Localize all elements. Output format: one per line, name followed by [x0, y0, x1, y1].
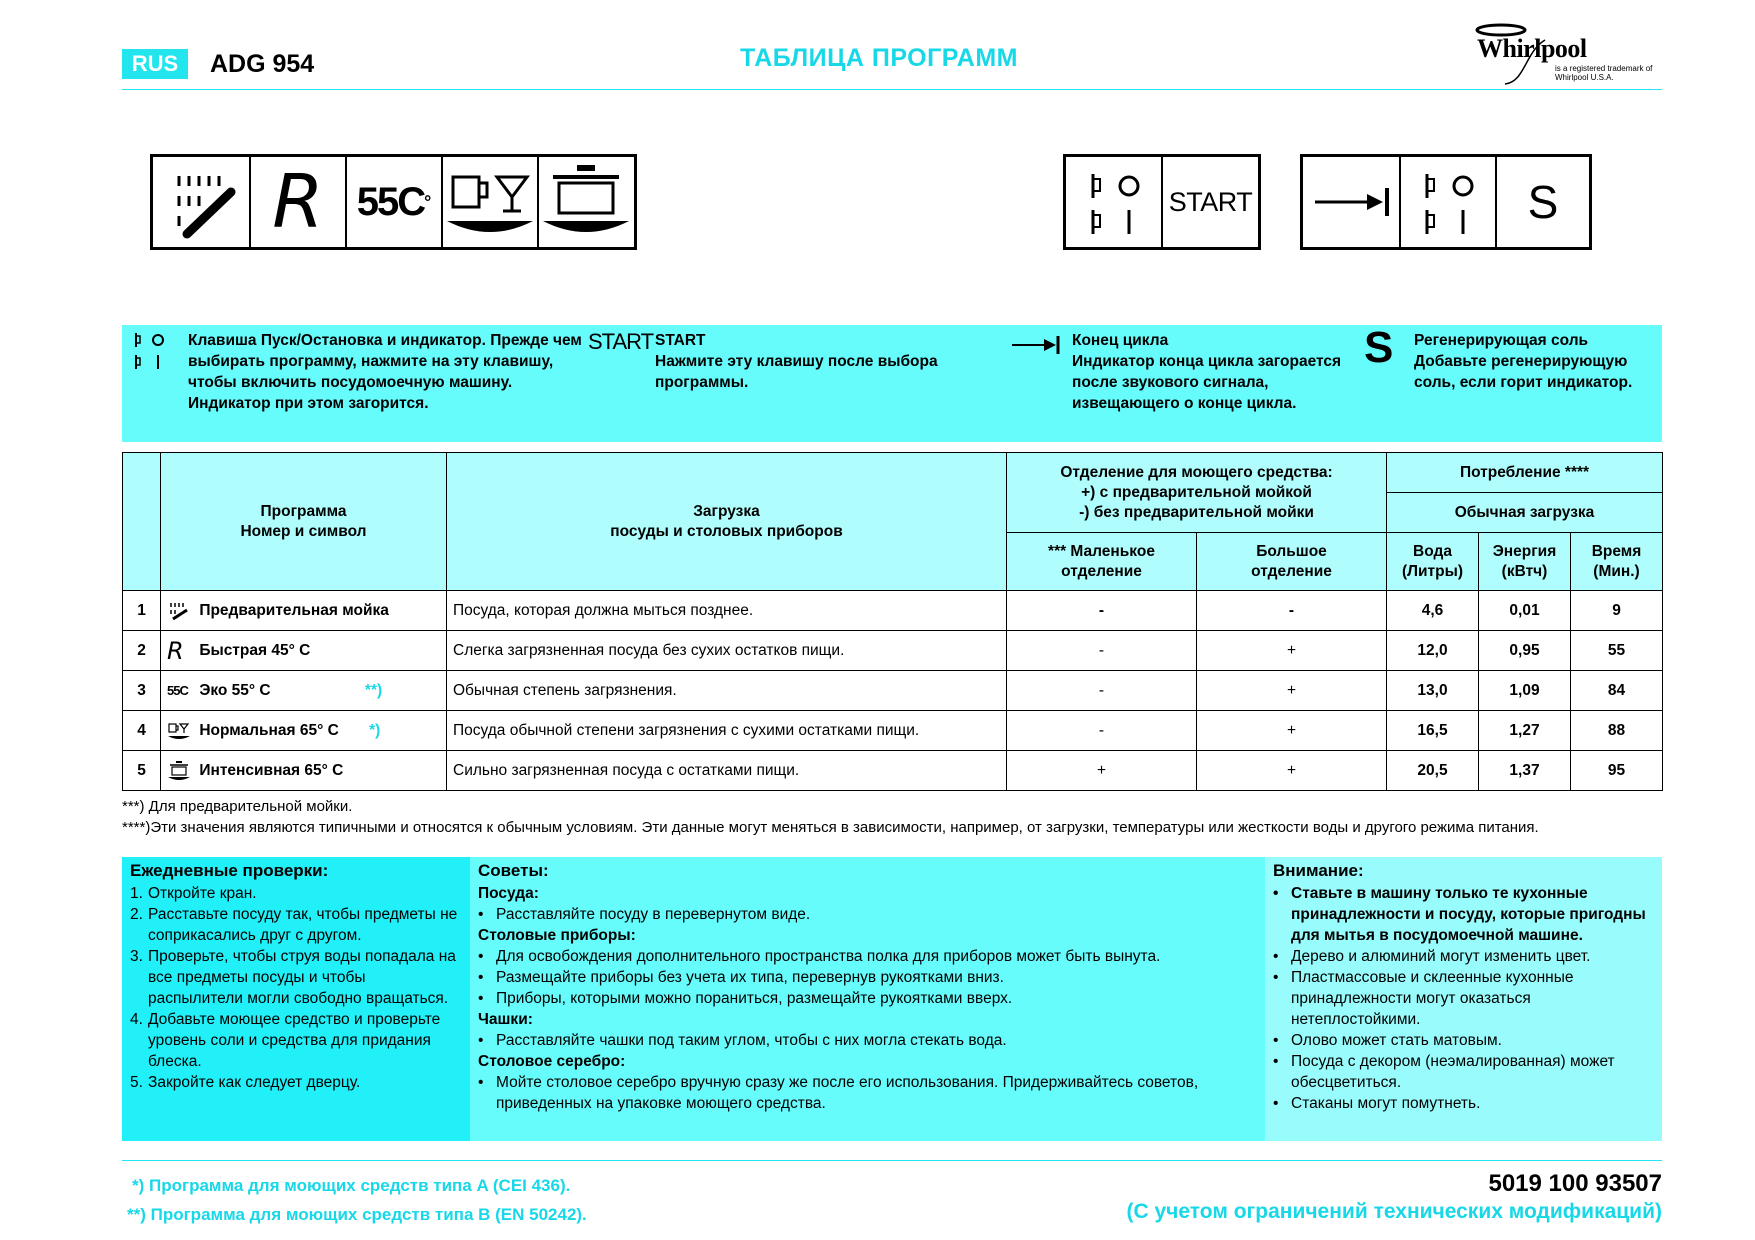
- prewash-symbol: [153, 157, 249, 247]
- language-badge: RUS: [122, 49, 188, 79]
- footnote-consumption: ****)Эти значения являются типичными и относятся к обычным условиям. Эти данные могут меняться в зависимости, например, от загрузки, температуры или жесткости воды и другого режима питания.: [122, 819, 1539, 836]
- programme-buttons-panel: [150, 154, 637, 250]
- header-normal-load: Обычная загрузка: [1387, 493, 1663, 533]
- brand-note: is a registered trademark of Whirlpool U.S.A.: [1555, 64, 1653, 82]
- salt-label: S: [1527, 176, 1559, 228]
- daily-checks-title: Ежедневные проверки:: [130, 861, 329, 880]
- row-load: Слегка загрязненная посуда без сухих остатков пищи.: [447, 631, 1007, 671]
- page-title: ТАБЛИЦА ПРОГРАММ: [740, 44, 1018, 72]
- rapid-symbol: [249, 157, 345, 247]
- salt-symbol: [1495, 157, 1589, 247]
- onoff-icon: [1413, 162, 1483, 242]
- tips-box: [470, 857, 1265, 1141]
- end-cycle-description: Индикатор конца цикла загорается после звукового сигнала, извещающего о конце цикла.: [1072, 353, 1342, 412]
- tips-title: Советы:: [478, 861, 549, 880]
- list-item: • Посуда с декором (неэмалированная) может обесцветиться.: [1273, 1053, 1615, 1091]
- row-water: 13,0: [1387, 671, 1479, 711]
- list-item: • Пластмассовые и склеенные кухонные принадлежности могут оказаться нетеплостойкими.: [1273, 969, 1574, 1028]
- row-small-compartment: +: [1007, 751, 1197, 791]
- row-water: 16,5: [1387, 711, 1479, 751]
- row-load: Посуда, которая должна мыться позднее.: [447, 591, 1007, 631]
- list-item: • Расставляйте чашки под таким углом, чтобы с них могла стекать вода.: [478, 1032, 1007, 1049]
- controls-legend: [122, 325, 1662, 442]
- warning-list: [1273, 883, 1654, 1114]
- row-load: Посуда обычной степени загрязнения с сухими остатками пищи.: [447, 711, 1007, 751]
- header-consumption: Потребление ****: [1387, 453, 1663, 493]
- eco-icon: 55C: [167, 682, 188, 698]
- salt-description: Добавьте регенерирующую соль, если горит индикатор.: [1414, 353, 1633, 391]
- table-row: [123, 591, 1663, 631]
- list-item: • Ставьте в машину только те кухонные принадлежности и посуду, которые пригодны для мытья в посудомоечной машине.: [1273, 885, 1646, 944]
- rapid-icon: R: [272, 159, 324, 245]
- modification-note: (С учетом ограничений технических модификаций): [1126, 1200, 1662, 1223]
- pot-icon: [167, 760, 195, 782]
- list-item: 1. Откройте кран.: [130, 885, 257, 902]
- end-cycle-icon: [1010, 333, 1062, 357]
- header-divider: [122, 89, 1662, 90]
- salt-title: Регенерирующая соль: [1414, 332, 1589, 349]
- start-title: START: [655, 332, 706, 349]
- normal-symbol: [441, 157, 537, 247]
- start-label: START: [1168, 186, 1253, 217]
- row-energy: 1,09: [1479, 671, 1571, 711]
- brand-name: Whirlpool: [1477, 34, 1587, 63]
- row-small-compartment: -: [1007, 671, 1197, 711]
- cup-glass-icon: [167, 720, 195, 742]
- row-number: 3: [123, 671, 161, 711]
- tips-dishes-heading: Посуда:: [478, 885, 539, 902]
- footnote-type-b: **) Программа для моющих средств типа B (EN 50242).: [127, 1205, 587, 1224]
- row-water: 12,0: [1387, 631, 1479, 671]
- header-load: Загрузка посуды и столовых приборов: [447, 453, 1007, 591]
- start-description: Нажмите эту клавишу после выбора программы.: [655, 353, 938, 391]
- header-small-compartment: *** Маленькое отделение: [1007, 533, 1197, 591]
- header-energy: Энергия (кВтч): [1479, 533, 1571, 591]
- daily-checks-box: [122, 857, 470, 1141]
- table-row: [123, 711, 1663, 751]
- footnote-prewash: ***) Для предварительной мойки.: [122, 798, 353, 815]
- row-number: 2: [123, 631, 161, 671]
- row-programme: Предварительная мойка: [161, 591, 447, 631]
- row-time: 95: [1571, 751, 1663, 791]
- row-time: 84: [1571, 671, 1663, 711]
- onoff-symbol-2: [1399, 157, 1495, 247]
- row-small-compartment: -: [1007, 591, 1197, 631]
- list-item: 3. Проверьте, чтобы струя воды попадала на все предметы посуды и чтобы распылители могли свободно вращаться.: [130, 948, 456, 1007]
- list-item: • Дерево и алюминий могут изменить цвет.: [1273, 948, 1591, 965]
- warning-title: Внимание:: [1273, 861, 1364, 880]
- header-number: [123, 453, 161, 591]
- warning-box: [1265, 857, 1662, 1141]
- eco-symbol: 55C °: [345, 157, 441, 247]
- row-energy: 1,37: [1479, 751, 1571, 791]
- start-symbol: [1161, 157, 1258, 247]
- row-large-compartment: +: [1197, 631, 1387, 671]
- brand-logo: [1465, 22, 1665, 92]
- salt-icon: S: [1364, 323, 1394, 372]
- pot-icon: [541, 157, 631, 247]
- row-water: 4,6: [1387, 591, 1479, 631]
- tips-cups-heading: Чашки:: [478, 1011, 533, 1028]
- row-water: 20,5: [1387, 751, 1479, 791]
- onoff-icon: [1079, 162, 1149, 242]
- row-small-compartment: -: [1007, 711, 1197, 751]
- cup-glass-icon: [445, 157, 535, 247]
- row-large-compartment: +: [1197, 671, 1387, 711]
- list-item: • Расставляйте посуду в перевернутом виде.: [478, 906, 811, 923]
- list-item: 5. Закройте как следует дверцу.: [130, 1074, 361, 1091]
- list-item: • Мойте столовое серебро вручную сразу же после его использования. Придерживайтесь советов, приведенных на упаковке моющего средства.: [478, 1074, 1199, 1112]
- indicator-panel: [1300, 154, 1592, 250]
- footer-divider: [122, 1160, 1662, 1161]
- header-large-compartment: Большое отделение: [1197, 533, 1387, 591]
- row-small-compartment: -: [1007, 631, 1197, 671]
- tips-silver-heading: Столовое серебро:: [478, 1053, 626, 1070]
- list-item: 2. Расставьте посуду так, чтобы предметы не соприкасались друг с другом.: [130, 906, 458, 944]
- start-panel: [1063, 154, 1261, 250]
- prewash-icon: [167, 600, 195, 622]
- row-load: Сильно загрязненная посуда с остатками пищи.: [447, 751, 1007, 791]
- list-item: • Для освобождения дополнительного пространства полка для приборов может быть вынута.: [478, 948, 1161, 965]
- row-number: 1: [123, 591, 161, 631]
- onoff-symbol: [1066, 157, 1161, 247]
- model-number: ADG 954: [210, 50, 315, 78]
- row-programme: 55C Эко 55° C **): [161, 671, 447, 711]
- daily-checks-list: [130, 883, 462, 1093]
- rapid-icon: R: [167, 636, 184, 665]
- row-time: 55: [1571, 631, 1663, 671]
- row-energy: 1,27: [1479, 711, 1571, 751]
- onoff-description: Клавиша Пуск/Остановка и индикатор. Прежде чем выбирать программу, нажмите на эту клавишу, чтобы включить посудомоечную машину. Индикатор при этом загорится.: [188, 332, 582, 412]
- row-energy: 0,01: [1479, 591, 1571, 631]
- note-marker: *): [369, 721, 381, 739]
- end-cycle-symbol: [1303, 157, 1399, 247]
- row-large-compartment: +: [1197, 751, 1387, 791]
- row-load: Обычная степень загрязнения.: [447, 671, 1007, 711]
- part-number: 5019 100 93507: [1488, 1170, 1662, 1197]
- row-programme: Интенсивная 65° C: [161, 751, 447, 791]
- table-row: [123, 631, 1663, 671]
- table-row: [123, 671, 1663, 711]
- footnote-type-a: *) Программа для моющих средств типа A (CEI 436).: [132, 1176, 571, 1195]
- eco-icon: 55C: [356, 179, 425, 224]
- prewash-icon: [161, 162, 241, 242]
- list-item: 4. Добавьте моющее средство и проверьте уровень соли и средства для придания блеска.: [130, 1011, 441, 1070]
- header-time: Время (Мин.): [1571, 533, 1663, 591]
- start-icon: START: [588, 329, 654, 354]
- header-programme: Программа Номер и символ: [161, 453, 447, 591]
- onoff-icon: [132, 329, 168, 373]
- row-programme: Нормальная 65° C *): [161, 711, 447, 751]
- tips-cutlery-heading: Столовые приборы:: [478, 927, 636, 944]
- programme-table: [122, 452, 1663, 791]
- row-large-compartment: +: [1197, 711, 1387, 751]
- list-item: • Олово может стать матовым.: [1273, 1032, 1502, 1049]
- row-time: 88: [1571, 711, 1663, 751]
- header-detergent: Отделение для моющего средства: +) с предварительной мойкой -) без предварительной мойки: [1007, 453, 1387, 533]
- row-large-compartment: -: [1197, 591, 1387, 631]
- end-cycle-title: Конец цикла: [1072, 332, 1169, 349]
- list-item: • Приборы, которыми можно пораниться, размещайте рукоятками вверх.: [478, 990, 1013, 1007]
- row-energy: 0,95: [1479, 631, 1571, 671]
- end-cycle-icon: [1303, 182, 1399, 222]
- intensive-symbol: [537, 157, 632, 247]
- row-time: 9: [1571, 591, 1663, 631]
- table-row: [123, 751, 1663, 791]
- list-item: • Размещайте приборы без учета их типа, перевернув рукоятками вниз.: [478, 969, 1004, 986]
- row-number: 4: [123, 711, 161, 751]
- header-water: Вода (Литры): [1387, 533, 1479, 591]
- row-programme: R Быстрая 45° C: [161, 631, 447, 671]
- note-marker: **): [364, 681, 383, 699]
- list-item: • Стаканы могут помутнеть.: [1273, 1095, 1481, 1112]
- row-number: 5: [123, 751, 161, 791]
